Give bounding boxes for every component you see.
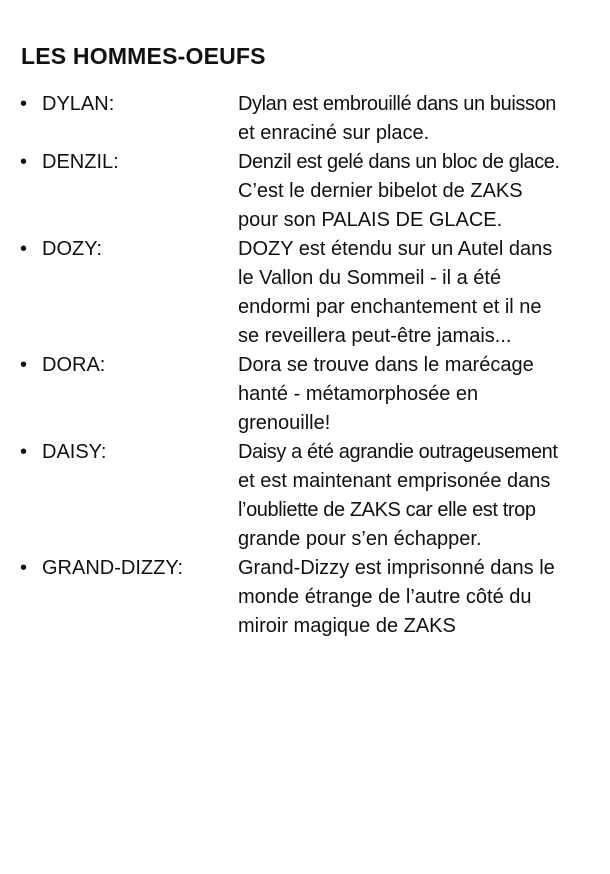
description-line: C’est le dernier bibelot de ZAKS: [238, 180, 523, 202]
bullet-icon: •: [20, 354, 28, 376]
character-name: GRAND-DIZZY:: [42, 557, 184, 579]
description-line: se reveillera peut-être jamais...: [238, 325, 512, 347]
bullet-icon: •: [20, 151, 28, 173]
description-line: pour son PALAIS DE GLACE.: [238, 209, 503, 231]
description-line: endormi par enchantement et il ne: [238, 296, 542, 318]
description-line: grande pour s’en échapper.: [238, 528, 482, 550]
description-line: monde étrange de l’autre côté du: [238, 586, 532, 608]
page-title: LES HOMMES-OEUFS: [21, 43, 266, 69]
description-line: et enraciné sur place.: [238, 122, 430, 144]
description-line: le Vallon du Sommeil - il a été: [238, 267, 502, 289]
description-line: Daisy a été agrandie outrageusement: [238, 441, 558, 463]
character-description: [238, 351, 606, 438]
description-line: Dylan est embrouillé dans un buisson: [238, 93, 557, 115]
character-name: DYLAN:: [42, 93, 115, 115]
character-name: DENZIL:: [42, 151, 119, 173]
description-line: Denzil est gelé dans un bloc de glace.: [238, 151, 560, 173]
bullet-icon: •: [20, 441, 28, 463]
description-line: et est maintenant emprisonée dans: [238, 470, 551, 492]
bullet-icon: •: [20, 238, 28, 260]
description-line: grenouille!: [238, 412, 331, 434]
character-list: [0, 90, 610, 641]
character-description: [238, 438, 606, 554]
description-line: hanté - métamorphosée en: [238, 383, 479, 405]
character-description: [238, 554, 606, 641]
description-line: miroir magique de ZAKS: [238, 615, 456, 637]
list-item-dora: [0, 351, 610, 438]
bullet-icon: •: [20, 557, 28, 579]
description-line: l’oubliette de ZAKS car elle est trop: [238, 499, 536, 521]
list-item-grand-dizzy: [0, 554, 610, 641]
character-name: DORA:: [42, 354, 106, 376]
character-name: DAISY:: [42, 441, 107, 463]
list-item-dylan: [0, 90, 610, 148]
list-item-denzil: [0, 148, 610, 235]
bullet-icon: •: [20, 93, 28, 115]
description-line: Dora se trouve dans le marécage: [238, 354, 534, 376]
character-name: DOZY:: [42, 238, 103, 260]
description-line: Grand-Dizzy est imprisonné dans le: [238, 557, 555, 579]
character-description: [238, 148, 606, 235]
list-item-dozy: [0, 235, 610, 351]
description-line: DOZY est étendu sur un Autel dans: [238, 238, 553, 260]
character-description: [238, 90, 606, 148]
list-item-daisy: [0, 438, 610, 554]
character-description: [238, 235, 606, 351]
